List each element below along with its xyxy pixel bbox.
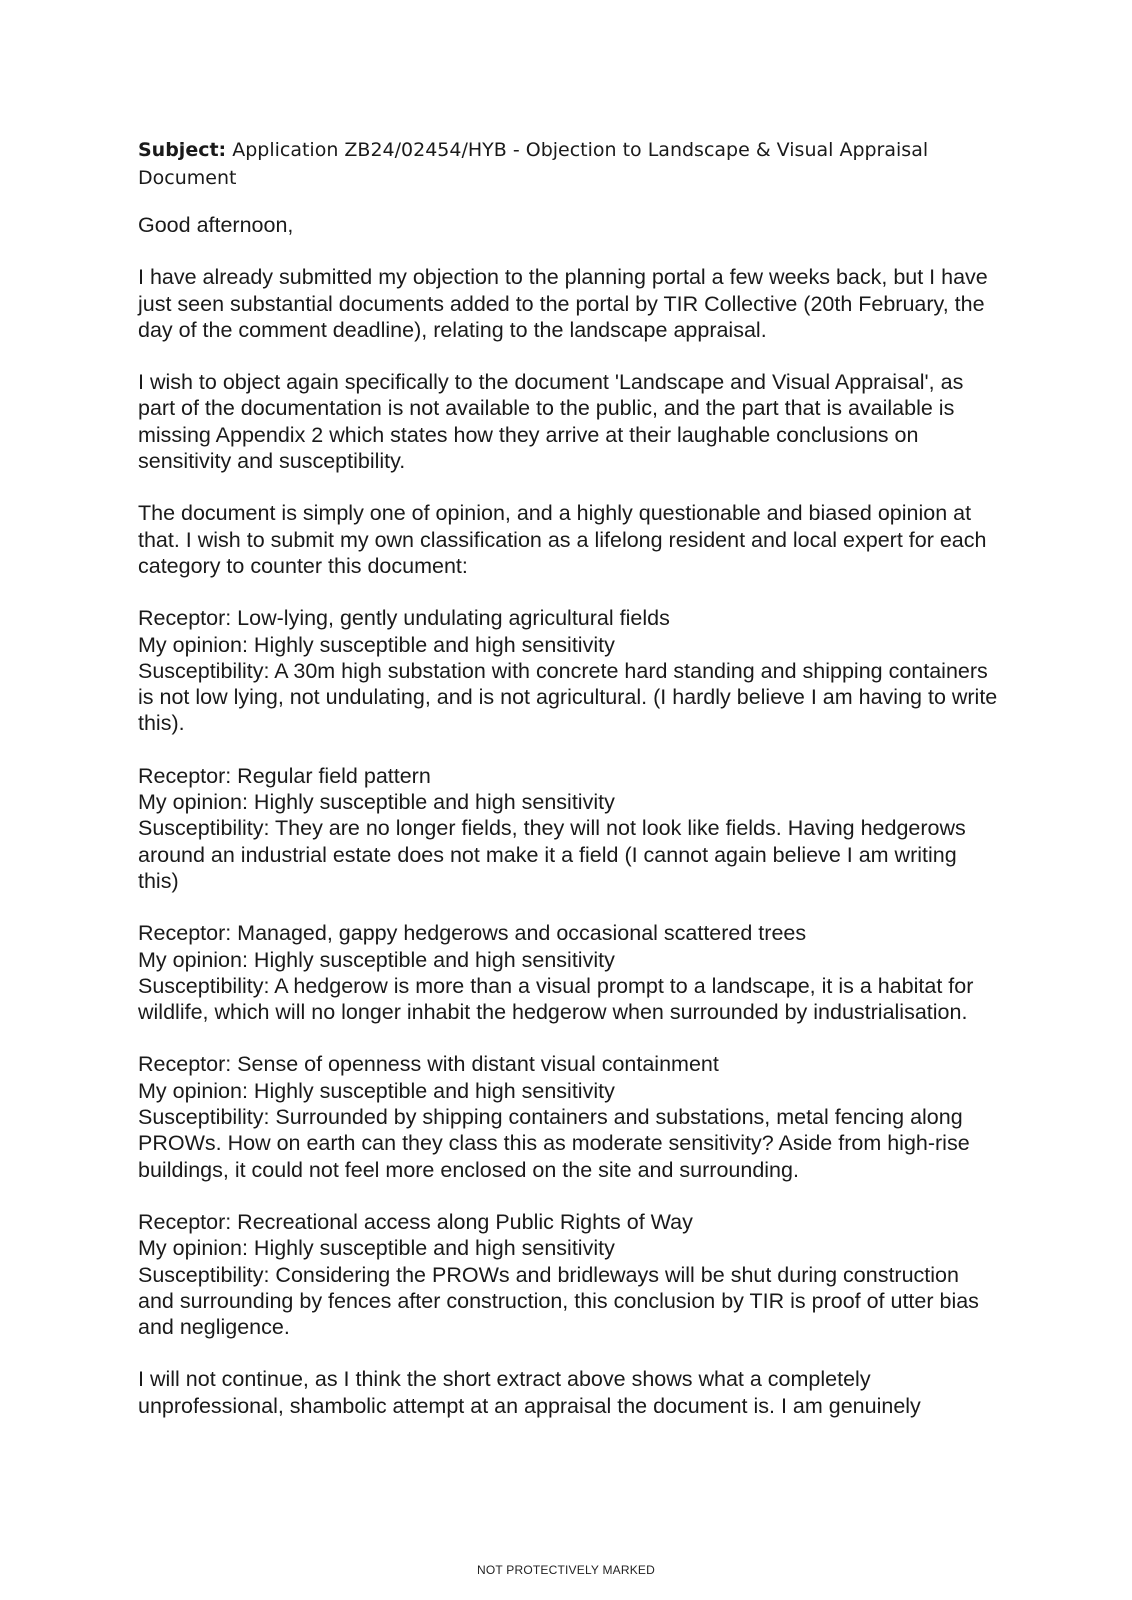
receptor-title: Receptor: Managed, gappy hedgerows and occasional scattered trees <box>138 921 807 946</box>
receptor-opinion: My opinion: Highly susceptible and high sensitivity <box>138 790 615 815</box>
receptor-opinion: My opinion: Highly susceptible and high sensitivity <box>138 1078 615 1103</box>
receptor-opinion: My opinion: Highly susceptible and high sensitivity <box>138 947 615 972</box>
receptor-title: Receptor: Regular field pattern <box>138 763 431 788</box>
receptor-susceptibility: Susceptibility: They are no longer fields, they will not look like fields. Having hedgerows around an industrial estate does not make it a field (I cannot again believe I am writing this) <box>138 816 966 893</box>
paragraph-objection: I wish to object again specifically to the document 'Landscape and Visual Appraisal', as part of the documentation is not available to the public, and the part that is available is missing Appendix 2 which states how they arrive at their laughable conclusions on sensitivity and susceptibility. <box>138 370 964 474</box>
receptor-title: Receptor: Sense of openness with distant visual containment <box>138 1052 719 1077</box>
receptor-susceptibility: Susceptibility: Considering the PROWs and bridleways will be shut during construction and surrounding by fences after construction, this conclusion by TIR is proof of utter bias and negligence. <box>138 1262 979 1340</box>
greeting: Good afternoon, <box>138 213 294 237</box>
receptor-title: Receptor: Recreational access along Public Rights of Way <box>138 1209 693 1234</box>
receptor-block <box>138 763 1000 894</box>
receptor-block <box>138 1051 1000 1182</box>
receptor-opinion: My opinion: Highly susceptible and high sensitivity <box>138 632 615 657</box>
receptor-block <box>138 920 1000 1025</box>
receptor-block <box>138 605 1000 736</box>
protective-marking-footer: NOT PROTECTIVELY MARKED <box>477 1563 655 1577</box>
receptor-title: Receptor: Low-lying, gently undulating agricultural fields <box>138 606 670 631</box>
receptor-susceptibility: Susceptibility: Surrounded by shipping containers and substations, metal fencing along PROWs. How on earth can they class this as moderate sensitivity? Aside from high-rise buildings, it could not feel more enclosed on the site and surrounding. <box>138 1105 970 1182</box>
paragraph-intro: I have already submitted my objection to the planning portal a few weeks back, but I have just seen substantial documents added to the portal by TIR Collective (20th February, the day of the comment deadline), relating to the landscape appraisal. <box>138 265 988 342</box>
receptor-block <box>138 1209 1000 1340</box>
receptor-susceptibility: Susceptibility: A 30m high substation with concrete hard standing and shipping containers is not low lying, not undulating, and is not agricultural. (I hardly believe I am having to write this). <box>138 658 998 736</box>
receptor-susceptibility: Susceptibility: A hedgerow is more than a visual prompt to a landscape, it is a habitat for wildlife, which will no longer inhabit the hedgerow when surrounded by industrialisation. <box>138 973 974 1025</box>
subject-label: Subject: <box>138 139 227 161</box>
subject-line <box>138 136 1000 192</box>
subject-text: Application ZB24/02454/HYB - Objection to Landscape & Visual Appraisal Document <box>138 139 929 189</box>
receptor-opinion: My opinion: Highly susceptible and high sensitivity <box>138 1236 615 1261</box>
letter-body <box>138 136 1000 1445</box>
paragraph-opinion: The document is simply one of opinion, and a highly questionable and biased opinion at that. I wish to submit my own classification as a lifelong resident and local expert for each category to counter this document: <box>138 501 987 578</box>
closing-paragraph: I will not continue, as I think the short extract above shows what a completely unprofessional, shambolic attempt at an appraisal the document is. I am genuinely <box>138 1367 921 1418</box>
